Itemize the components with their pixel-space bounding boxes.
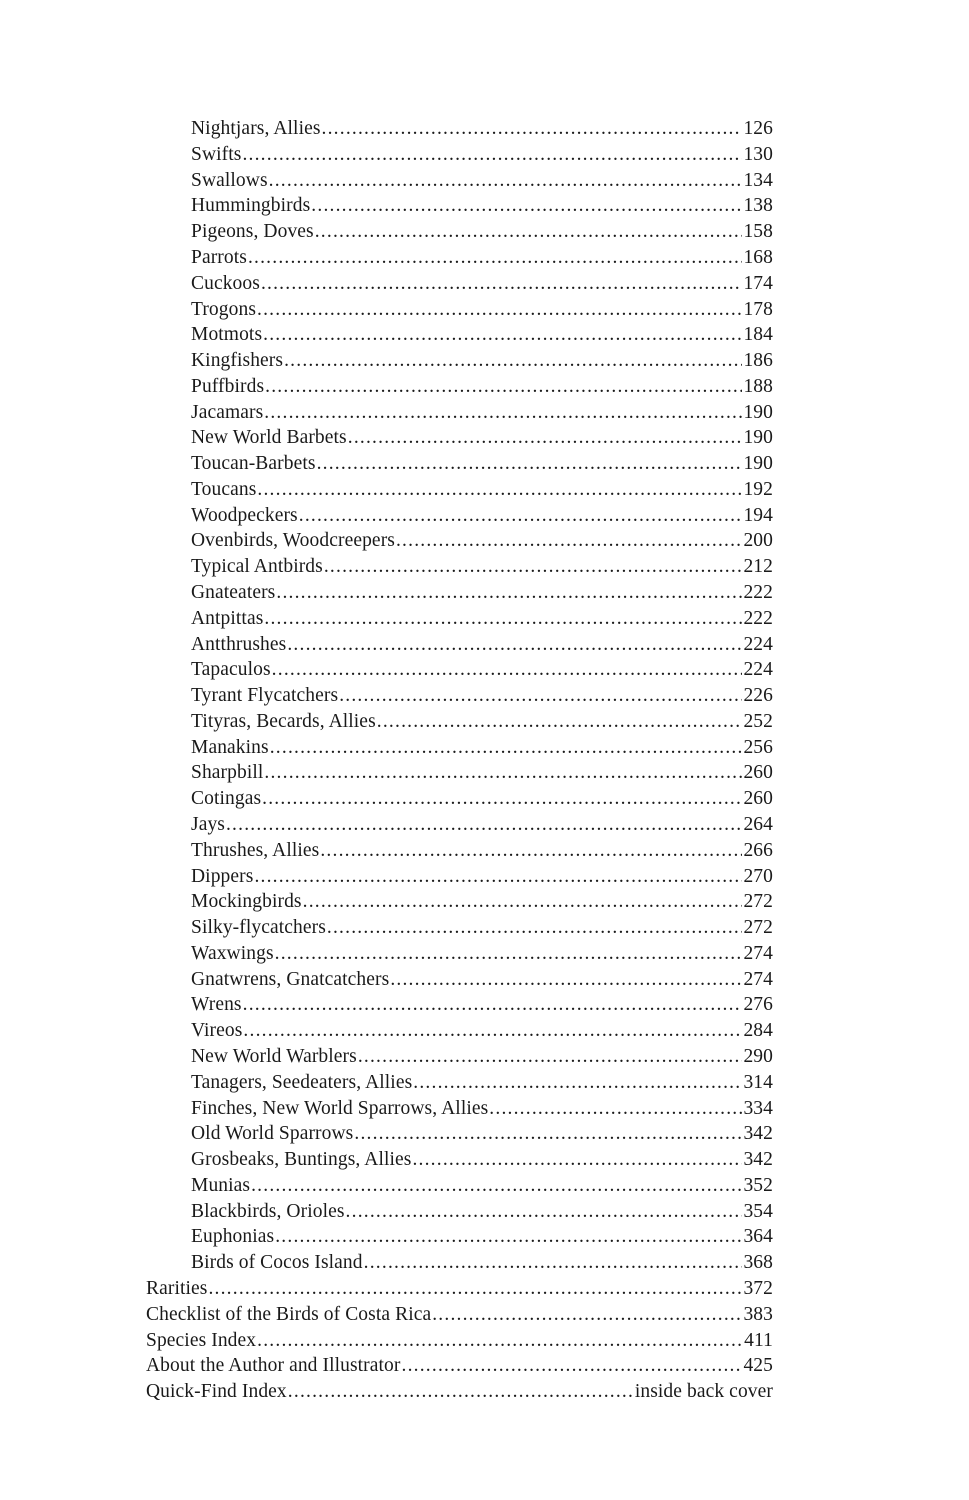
toc-entry-page: 252 bbox=[743, 711, 773, 732]
toc-entry-label: Hummingbirds bbox=[191, 195, 311, 216]
toc-entry-page: 138 bbox=[743, 195, 773, 216]
toc-entry bbox=[191, 838, 773, 864]
toc-entry bbox=[191, 477, 773, 503]
toc-entry bbox=[191, 374, 773, 400]
toc-entry-label: Ovenbirds, Woodcreepers bbox=[191, 530, 395, 551]
toc-entry-page: 158 bbox=[743, 221, 773, 242]
toc-entry bbox=[191, 606, 773, 632]
toc-entry-page: 222 bbox=[743, 582, 773, 603]
toc-entry bbox=[191, 116, 773, 142]
toc-entry-label: Mockingbirds bbox=[191, 891, 302, 912]
dot-leader bbox=[327, 915, 743, 941]
toc-entry bbox=[191, 1070, 773, 1096]
toc-entry-page: 264 bbox=[743, 814, 773, 835]
toc-entry bbox=[191, 632, 773, 658]
toc-entry-page: 276 bbox=[743, 994, 773, 1015]
toc-entry-label: Pigeons, Doves bbox=[191, 221, 314, 242]
dot-leader bbox=[264, 760, 742, 786]
toc-entry-label: Cuckoos bbox=[191, 273, 260, 294]
toc-entry bbox=[146, 1276, 773, 1302]
dot-leader bbox=[346, 1199, 743, 1225]
toc-entry-page: 256 bbox=[743, 737, 773, 758]
toc-entry bbox=[191, 1199, 773, 1225]
dot-leader bbox=[208, 1276, 742, 1302]
toc-entry bbox=[191, 1044, 773, 1070]
toc-entry-page: 383 bbox=[743, 1304, 773, 1325]
toc-entry bbox=[146, 1353, 773, 1379]
toc-entry-page: 272 bbox=[743, 891, 773, 912]
toc-entry-page: 266 bbox=[743, 840, 773, 861]
dot-leader bbox=[299, 503, 743, 529]
toc-entry-label: Sharpbill bbox=[191, 762, 264, 783]
toc-entry bbox=[191, 142, 773, 168]
toc-entry bbox=[191, 941, 773, 967]
toc-entry bbox=[191, 1224, 773, 1250]
toc-entry-label: About the Author and Illustrator bbox=[146, 1355, 401, 1376]
toc-entry-label: Manakins bbox=[191, 737, 269, 758]
toc-entry-label: Tapaculos bbox=[191, 659, 271, 680]
toc-entry bbox=[191, 889, 773, 915]
toc-entry bbox=[191, 168, 773, 194]
dot-leader bbox=[317, 451, 743, 477]
toc-entry-page: 226 bbox=[743, 685, 773, 706]
toc-entry-label: Checklist of the Birds of Costa Rica bbox=[146, 1304, 432, 1325]
toc-entry-page: 212 bbox=[743, 556, 773, 577]
toc-entry-label: Rarities bbox=[146, 1278, 208, 1299]
toc-entry bbox=[191, 322, 773, 348]
toc-entry bbox=[191, 1121, 773, 1147]
toc-entry bbox=[191, 554, 773, 580]
dot-leader bbox=[272, 657, 743, 683]
toc-entry bbox=[191, 503, 773, 529]
toc-entry bbox=[191, 683, 773, 709]
toc-entry-label: Motmots bbox=[191, 324, 263, 345]
toc-entry-label: Birds of Cocos Island bbox=[191, 1252, 363, 1273]
toc-entry bbox=[191, 425, 773, 451]
toc-entry-label: Jays bbox=[191, 814, 225, 835]
toc-entry-page: 274 bbox=[743, 969, 773, 990]
toc-entry-label: Finches, New World Sparrows, Allies bbox=[191, 1098, 489, 1119]
toc-entry bbox=[191, 657, 773, 683]
dot-leader bbox=[288, 1379, 634, 1405]
toc-entry bbox=[191, 1147, 773, 1173]
toc-entry-page: 368 bbox=[743, 1252, 773, 1273]
toc-entry-page: 354 bbox=[743, 1201, 773, 1222]
toc-entry bbox=[191, 297, 773, 323]
dot-leader bbox=[402, 1353, 743, 1379]
dot-leader bbox=[413, 1070, 742, 1096]
dot-leader bbox=[377, 709, 743, 735]
toc-entry-page: 130 bbox=[743, 144, 773, 165]
toc-entry-label: Swallows bbox=[191, 170, 268, 191]
toc-entry bbox=[191, 915, 773, 941]
toc-entry-label: Dippers bbox=[191, 866, 254, 887]
toc-entry-label: Euphonias bbox=[191, 1226, 275, 1247]
toc-entry-page: 342 bbox=[743, 1149, 773, 1170]
toc-entry-page: 126 bbox=[743, 118, 773, 139]
toc-entry bbox=[191, 967, 773, 993]
toc-entry-page: 372 bbox=[743, 1278, 773, 1299]
toc-entry-label: Jacamars bbox=[191, 402, 264, 423]
toc-entry bbox=[191, 786, 773, 812]
toc-entry-label: Cotingas bbox=[191, 788, 262, 809]
toc-entry bbox=[191, 1096, 773, 1122]
dot-leader bbox=[257, 477, 742, 503]
toc-entry-label: New World Barbets bbox=[191, 427, 347, 448]
toc-entry-page: 134 bbox=[743, 170, 773, 191]
toc-entry-page: 224 bbox=[743, 659, 773, 680]
toc-entry-label: Trogons bbox=[191, 299, 257, 320]
toc-entry bbox=[191, 451, 773, 477]
toc-entry-page: 224 bbox=[743, 634, 773, 655]
toc-entry-page: 190 bbox=[743, 427, 773, 448]
toc-entry-label: New World Warblers bbox=[191, 1046, 357, 1067]
toc-entry-page: 284 bbox=[743, 1020, 773, 1041]
dot-leader bbox=[432, 1302, 742, 1328]
toc-entry-page: 260 bbox=[743, 788, 773, 809]
toc-entry bbox=[191, 400, 773, 426]
toc-entry-label: Vireos bbox=[191, 1020, 243, 1041]
toc-entry-page: 314 bbox=[743, 1072, 773, 1093]
toc-entry-page: 342 bbox=[743, 1123, 773, 1144]
toc-entry-label: Tyrant Flycatchers bbox=[191, 685, 339, 706]
dot-leader bbox=[243, 1018, 742, 1044]
toc-entry-page: 190 bbox=[743, 453, 773, 474]
toc-entry-page: inside back cover bbox=[634, 1381, 773, 1402]
toc-entry-label: Antpittas bbox=[191, 608, 264, 629]
dot-leader bbox=[226, 812, 742, 838]
dot-leader bbox=[348, 425, 743, 451]
toc-entry bbox=[146, 1379, 773, 1405]
toc-entry-label: Gnateaters bbox=[191, 582, 276, 603]
dot-leader bbox=[412, 1147, 742, 1173]
toc-entry-label: Parrots bbox=[191, 247, 247, 268]
toc-entry-page: 260 bbox=[743, 762, 773, 783]
toc-entry bbox=[191, 735, 773, 761]
toc-entry bbox=[191, 1018, 773, 1044]
toc-entry-page: 270 bbox=[743, 866, 773, 887]
toc-entry-page: 184 bbox=[743, 324, 773, 345]
toc-entry bbox=[191, 1250, 773, 1276]
dot-leader bbox=[311, 193, 742, 219]
toc-entry-label: Antthrushes bbox=[191, 634, 287, 655]
toc-entry bbox=[191, 528, 773, 554]
toc-entry-label: Species Index bbox=[146, 1330, 257, 1351]
toc-entry-label: Kingfishers bbox=[191, 350, 284, 371]
dot-leader bbox=[364, 1250, 743, 1276]
dot-leader bbox=[264, 400, 742, 426]
toc-entry-page: 200 bbox=[743, 530, 773, 551]
toc-entry-page: 190 bbox=[743, 402, 773, 423]
toc-entry-label: Waxwings bbox=[191, 943, 274, 964]
toc-entry-page: 425 bbox=[743, 1355, 773, 1376]
toc-entry-page: 174 bbox=[743, 273, 773, 294]
dot-leader bbox=[390, 967, 742, 993]
dot-leader bbox=[254, 864, 742, 890]
dot-leader bbox=[354, 1121, 742, 1147]
toc-entry-page: 168 bbox=[743, 247, 773, 268]
dot-leader bbox=[320, 838, 742, 864]
dot-leader bbox=[489, 1096, 742, 1122]
toc-entry-page: 222 bbox=[743, 608, 773, 629]
toc-entry-label: Wrens bbox=[191, 994, 242, 1015]
toc-entry bbox=[191, 1173, 773, 1199]
toc-entry-page: 290 bbox=[743, 1046, 773, 1067]
dot-leader bbox=[264, 606, 742, 632]
dot-leader bbox=[284, 348, 742, 374]
dot-leader bbox=[257, 1328, 743, 1354]
dot-leader bbox=[262, 786, 742, 812]
toc-entry-label: Old World Sparrows bbox=[191, 1123, 354, 1144]
dot-leader bbox=[265, 374, 742, 400]
toc-entry bbox=[191, 812, 773, 838]
dot-leader bbox=[263, 322, 742, 348]
toc-entry bbox=[191, 271, 773, 297]
toc-entry-page: 274 bbox=[743, 943, 773, 964]
toc-entry bbox=[191, 992, 773, 1018]
toc-entry-page: 192 bbox=[743, 479, 773, 500]
toc-entry bbox=[191, 219, 773, 245]
dot-leader bbox=[324, 554, 743, 580]
dot-leader bbox=[339, 683, 742, 709]
toc-entry-label: Puffbirds bbox=[191, 376, 265, 397]
toc-entry-page: 178 bbox=[743, 299, 773, 320]
toc-entry-label: Tityras, Becards, Allies bbox=[191, 711, 376, 732]
dot-leader bbox=[303, 889, 743, 915]
toc-entry-label: Quick-Find Index bbox=[146, 1381, 287, 1402]
toc-entry-page: 194 bbox=[743, 505, 773, 526]
toc-entry-label: Grosbeaks, Buntings, Allies bbox=[191, 1149, 412, 1170]
dot-leader bbox=[257, 297, 742, 323]
dot-leader bbox=[242, 142, 742, 168]
toc-entry-label: Nightjars, Allies bbox=[191, 118, 321, 139]
dot-leader bbox=[251, 1173, 742, 1199]
toc-entry bbox=[146, 1302, 773, 1328]
toc-entry-label: Woodpeckers bbox=[191, 505, 298, 526]
toc-entry-page: 272 bbox=[743, 917, 773, 938]
toc-entry-label: Tanagers, Seedeaters, Allies bbox=[191, 1072, 413, 1093]
dot-leader bbox=[243, 992, 743, 1018]
toc-entry-label: Toucans bbox=[191, 479, 257, 500]
toc-entry bbox=[191, 245, 773, 271]
toc-entry-label: Blackbirds, Orioles bbox=[191, 1201, 345, 1222]
toc-entry-page: 352 bbox=[743, 1175, 773, 1196]
toc-entry bbox=[191, 580, 773, 606]
toc-entry bbox=[191, 864, 773, 890]
toc-entry-label: Thrushes, Allies bbox=[191, 840, 320, 861]
toc-entry-page: 364 bbox=[743, 1226, 773, 1247]
toc-entry-label: Silky-flycatchers bbox=[191, 917, 326, 938]
toc-entry bbox=[191, 709, 773, 735]
dot-leader bbox=[275, 941, 743, 967]
toc-entry bbox=[191, 193, 773, 219]
toc-entry-page: 186 bbox=[743, 350, 773, 371]
toc-entry-label: Toucan-Barbets bbox=[191, 453, 316, 474]
dot-leader bbox=[275, 1224, 742, 1250]
toc-entry bbox=[191, 760, 773, 786]
dot-leader bbox=[269, 168, 743, 194]
dot-leader bbox=[248, 245, 742, 271]
dot-leader bbox=[396, 528, 742, 554]
dot-leader bbox=[322, 116, 743, 142]
dot-leader bbox=[270, 735, 743, 761]
dot-leader bbox=[315, 219, 743, 245]
toc-entry-label: Swifts bbox=[191, 144, 242, 165]
toc-entry-label: Gnatwrens, Gnatcatchers bbox=[191, 969, 390, 990]
toc-entry-label: Munias bbox=[191, 1175, 251, 1196]
toc-entry bbox=[191, 348, 773, 374]
dot-leader bbox=[261, 271, 742, 297]
toc-entry-page: 334 bbox=[743, 1098, 773, 1119]
dot-leader bbox=[358, 1044, 743, 1070]
toc-entry bbox=[146, 1328, 773, 1354]
dot-leader bbox=[287, 632, 742, 658]
toc-entry-label: Typical Antbirds bbox=[191, 556, 323, 577]
dot-leader bbox=[276, 580, 742, 606]
toc-entry-page: 411 bbox=[744, 1330, 773, 1351]
toc-entry-page: 188 bbox=[743, 376, 773, 397]
